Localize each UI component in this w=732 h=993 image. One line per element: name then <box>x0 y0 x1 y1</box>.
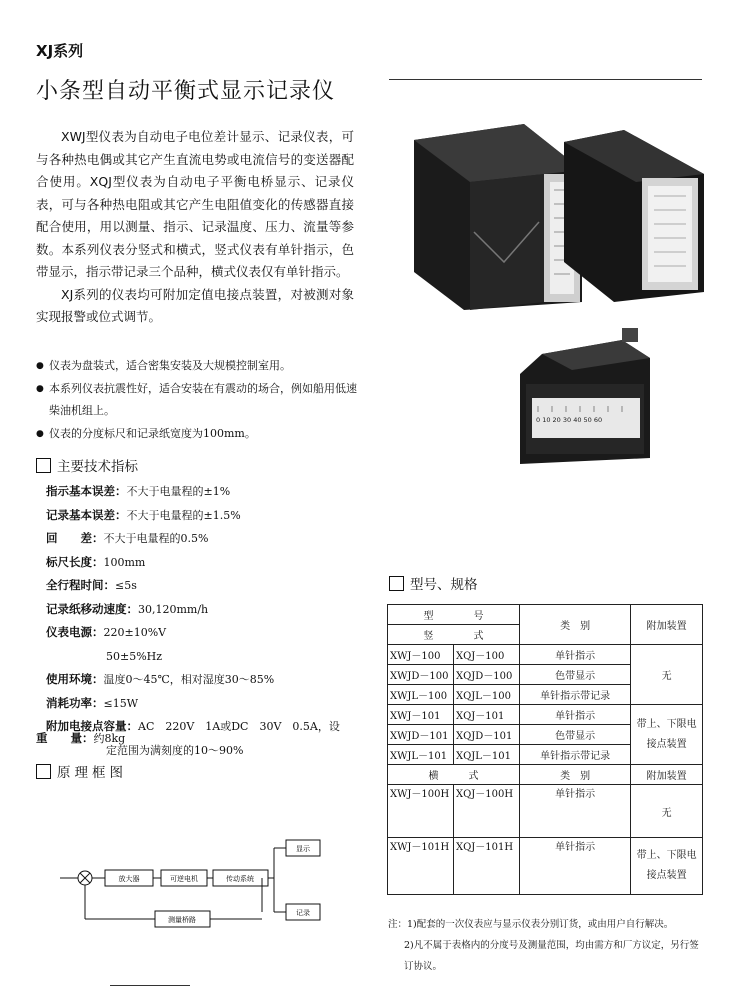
table-header: 横 式 <box>388 765 520 785</box>
table-cell: XQJ－101H <box>453 838 519 895</box>
spec-row <box>46 551 366 575</box>
table-cell: 单针指示 <box>519 785 630 838</box>
drive-label: 传动系统 <box>226 875 254 883</box>
diagram-heading-text: 原理框图 <box>57 765 127 781</box>
table-cell: XQJ－101 <box>453 705 519 725</box>
spec-label: 指示基本误差： <box>46 484 127 498</box>
intro-paragraph: XJ系列的仪表均可附加定值电接点装置，对被测对象实现报警或位式调节。 <box>36 286 354 324</box>
checkbox-icon <box>36 458 51 473</box>
table-row <box>388 765 703 785</box>
notes <box>388 914 708 977</box>
table-cell: 色带显示 <box>519 725 630 745</box>
table-header: 附加装置 <box>631 605 703 645</box>
spec-value: 定范围为满刻度的10～90% <box>106 743 244 757</box>
spec-value: 不大于电量程的0.5% <box>103 532 209 545</box>
spec-value: 约8kg <box>93 732 126 745</box>
table-cell: XWJL－101 <box>388 745 454 765</box>
specs-heading-text: 主要技术指标 <box>57 459 138 475</box>
table-cell: 带上、下限电接点装置 <box>631 705 703 765</box>
table-cell: 单针指示 <box>519 645 630 665</box>
table-header: 类 别 <box>519 765 630 785</box>
spec-value: 不大于电量程的±1.5% <box>126 508 241 522</box>
amplifier-label: 放大器 <box>118 875 140 883</box>
table-cell: XWJD－100 <box>388 665 454 685</box>
checkbox-icon <box>36 764 51 779</box>
table-row <box>388 605 703 625</box>
feature-list <box>36 355 362 445</box>
spec-row <box>46 598 366 622</box>
table-cell: 带上、下限电接点装置 <box>631 838 703 895</box>
table-row <box>388 645 703 665</box>
divider <box>389 79 702 80</box>
spec-value: ≤5s <box>115 579 137 592</box>
scale-label: 0 10 20 30 40 50 60 <box>536 416 603 424</box>
table-cell: 单针指示带记录 <box>519 685 630 705</box>
table-header: 竖 式 <box>388 625 520 645</box>
spec-value: 30,120mm/h <box>138 602 209 616</box>
spec-row <box>46 621 366 645</box>
spec-label: 全行程时间： <box>46 578 115 592</box>
table-cell: XQJ－100H <box>453 785 519 838</box>
table-header: 类 别 <box>519 605 630 645</box>
spec-value: ≤15W <box>103 696 139 710</box>
spec-label: 重 量： <box>36 731 94 745</box>
spec-value: 100mm <box>103 555 146 569</box>
diagram-heading <box>36 761 127 781</box>
feature-item: ● 本系列仪表抗震性好，适合安装在有震动的场合，例如船用低速柴油机组上。 <box>36 378 362 423</box>
spec-label: 回 差： <box>46 531 104 545</box>
spec-label: 消耗功率： <box>46 695 104 710</box>
table-cell: 色带显示 <box>519 665 630 685</box>
table-cell: 单针指示 <box>519 705 630 725</box>
spec-value: 温度0～45℃，相对湿度30～85% <box>103 673 275 686</box>
spec-label: 附加电接点容量： <box>46 719 138 733</box>
table-header: 附加装置 <box>631 765 703 785</box>
page-title: 小条型自动平衡式显示记录仪 <box>36 79 336 104</box>
table-cell: 单针指示 <box>519 838 630 895</box>
spec-row <box>46 668 366 692</box>
spec-row <box>46 692 366 716</box>
table-cell: 无 <box>631 645 703 705</box>
spec-label: 仪表电源： <box>46 625 104 639</box>
table-cell: XWJ－101H <box>388 838 454 895</box>
intro-text <box>36 126 354 329</box>
table-cell: 无 <box>631 785 703 838</box>
spec-label: 记录基本误差： <box>46 507 127 522</box>
spec-value: 50±5%Hz <box>106 649 163 663</box>
table-cell: XWJ－100H <box>388 785 454 838</box>
display-label: 显示 <box>296 845 310 853</box>
vertical-instruments-photo <box>414 112 714 322</box>
bridge-label: 测量桥路 <box>168 916 196 924</box>
table-row <box>388 785 703 838</box>
series-label: XJ系列 <box>36 42 84 60</box>
table-row <box>388 838 703 895</box>
feature-item: ● 仪表的分度标尺和记录纸宽度为100mm。 <box>36 423 362 446</box>
spec-label: 使用环境： <box>46 672 104 686</box>
footer-rule <box>110 985 190 986</box>
spec-row <box>46 645 366 669</box>
spec-value: 不大于电量程的±1% <box>126 485 231 498</box>
spec-row <box>36 727 356 751</box>
models-heading-text: 型号、规格 <box>410 577 478 593</box>
table-cell: XQJD－101 <box>453 725 519 745</box>
intro-paragraph: XWJ型仪表为自动电子电位差计显示、记录仪表，可与各种热电偶或其它产生直流电势或电流信号的变送器配合使用。XQJ型仪表为自动电子平衡电桥显示、记录仪表，可与各种热电阻或其它产生电阻值变化的传感器直接配合使用，用以测量、指示、记录温度、压力、流量等参数。本系列仪表分竖式和横式，竖式仪表有单针指示，色带显示，指示带记录三个品种，横式仪表仅有单针指示。 <box>36 129 354 279</box>
table-cell: XWJD－101 <box>388 725 454 745</box>
specs-heading <box>36 455 138 475</box>
record-label: 记录 <box>296 909 310 917</box>
table-cell: 单针指示带记录 <box>519 745 630 765</box>
spec-row <box>46 574 366 598</box>
note-item: 注：1)配套的一次仪表应与显示仪表分别订货，或由用户自行解决。 <box>388 919 674 930</box>
table-header: 型 号 <box>388 605 520 625</box>
spec-list <box>46 480 366 762</box>
table-cell: XQJL－100 <box>453 685 519 705</box>
spec-value: 220±10%V <box>103 626 167 639</box>
table-row <box>388 705 703 725</box>
motor-label: 可逆电机 <box>170 875 198 883</box>
spec-row <box>46 480 366 504</box>
table-cell: XQJL－101 <box>453 745 519 765</box>
table-cell: XWJ－100 <box>388 645 454 665</box>
spec-row <box>46 527 366 551</box>
spec-value: AC 220V 1A或DC 30V 0.5A，设 <box>138 720 340 733</box>
note-item: 2)凡不属于表格内的分度号及测量范围，均由需方和厂方议定，另行签订协议。 <box>404 940 699 972</box>
spec-row <box>46 504 366 528</box>
table-cell: XQJD－100 <box>453 665 519 685</box>
spec-label: 标尺长度： <box>46 554 104 569</box>
models-heading <box>389 573 478 593</box>
feature-item: ● 仪表为盘装式，适合密集安装及大规模控制室用。 <box>36 355 362 378</box>
models-table <box>387 604 703 895</box>
spec-row-weight <box>36 727 356 751</box>
spec-label: 记录纸移动速度： <box>46 601 138 616</box>
table-cell: XWJ－101 <box>388 705 454 725</box>
table-cell: XQJ－100 <box>453 645 519 665</box>
checkbox-icon <box>389 576 404 591</box>
block-diagram <box>60 834 330 934</box>
table-cell: XWJL－100 <box>388 685 454 705</box>
horizontal-instrument-photo <box>512 326 652 466</box>
